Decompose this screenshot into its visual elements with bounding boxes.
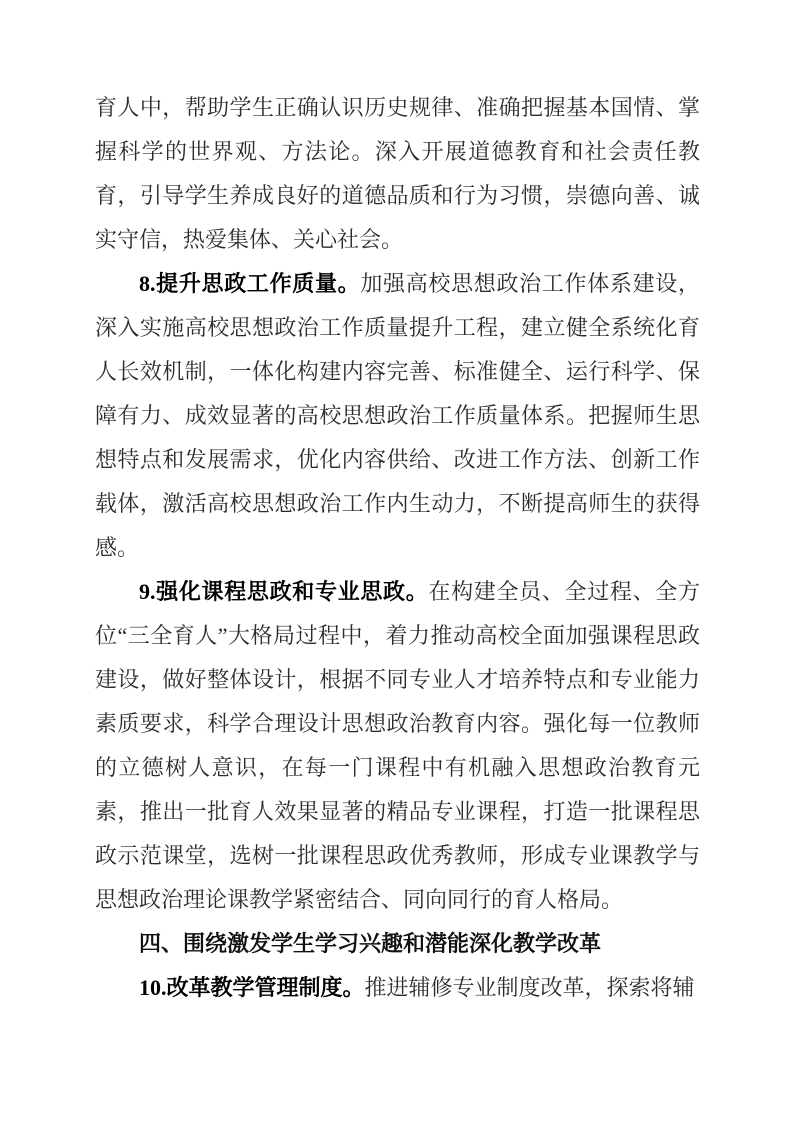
paragraph-text: 在构建全员、全过程、全方位“三全育人”大格局过程中，着力推动高校全面加强课程思政建设，做好整体设计，根据不同专业人才培养特点和专业能力素质要求，科学合理设计思想政治教育内容。强化每一位教师的立德树人意识，在每一门课程中有机融入思想政治教育元素，推出一批育人效果显著的精品专业课程，打造一批课程思政示范课堂，选树一批课程思政优秀教师，形成专业课教学与思想政治理论课教学紧密结合、同向同行的育人格局。 (95, 579, 700, 912)
paragraph-item-8 (95, 262, 700, 570)
paragraph-text: 加强高校思想政治工作体系建设，深入实施高校思想政治工作质量提升工程，建立健全系统化育人长效机制，一体化构建内容完善、标准健全、运行科学、保障有力、成效显著的高校思想政治工作质量体系。把握师生思想特点和发展需求，优化内容供给、改进工作方法、创新工作载体，激活高校思想政治工作内生动力，不断提高师生的获得感。 (95, 271, 700, 560)
paragraph-lead: 8.提升思政工作质量。 (139, 271, 361, 296)
paragraph-text: 育人中，帮助学生正确认识历史规律、准确把握基本国情、掌握科学的世界观、方法论。深入开展道德教育和社会责任教育，引导学生养成良好的道德品质和行为习惯，崇德向善、诚实守信，热爱集体、关心社会。 (95, 95, 700, 252)
section-heading: 四、围绕激发学生学习兴趣和潜能深化教学改革 (139, 931, 602, 956)
paragraph-lead: 10.改革教学管理制度。 (139, 975, 365, 1000)
paragraph-continuation (95, 86, 700, 262)
paragraph-text: 推进辅修专业制度改革，探索将辅 (364, 975, 695, 1000)
paragraph-lead: 9.强化课程思政和专业思政。 (139, 579, 429, 604)
paragraph-item-10 (95, 966, 700, 1010)
paragraph-item-9 (95, 570, 700, 922)
